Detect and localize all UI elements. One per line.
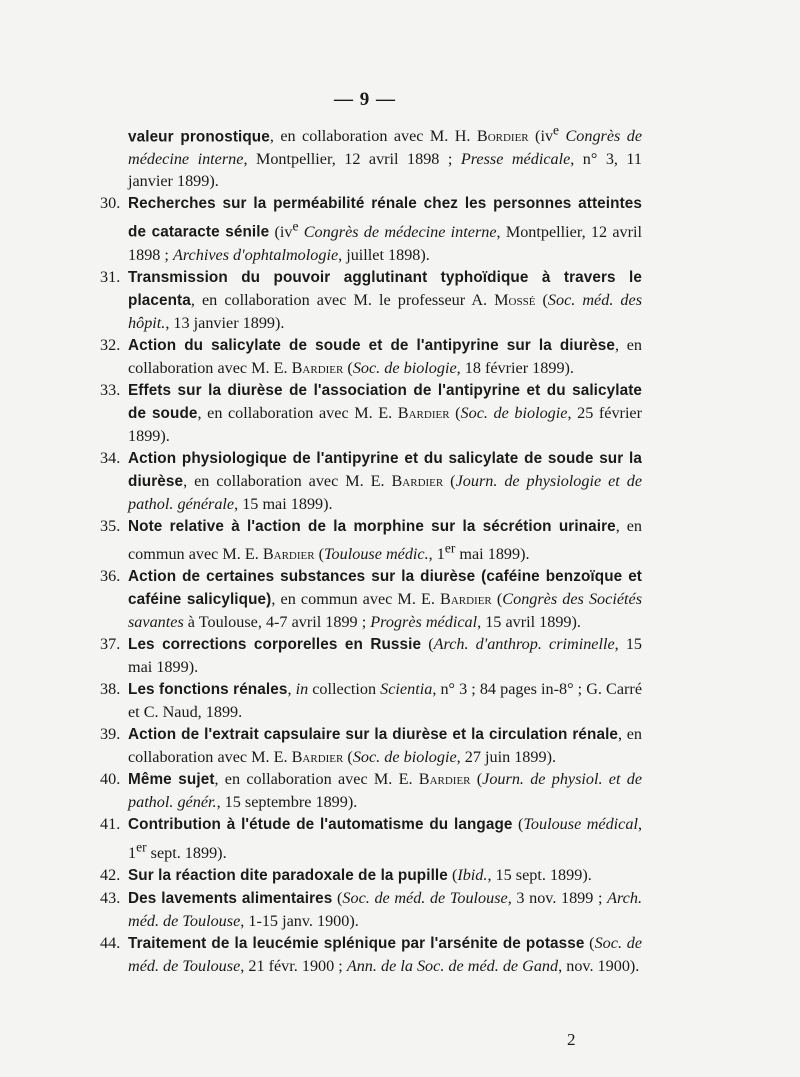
bibliography-entry [102, 678, 642, 723]
bibliography-entry [102, 515, 642, 565]
entry-title: Recherches sur la perméabilité rénale chez les personnes atteintes de cataracte sénile [128, 195, 642, 241]
entry-title: Sur la réaction dite paradoxale de la pupille [128, 866, 448, 884]
entry-number: 36. [100, 567, 121, 586]
page-number: — 9 — [334, 89, 396, 110]
entry-title: Les fonctions rénales [128, 681, 288, 699]
entry-number: 43. [100, 888, 121, 907]
bibliography-entry [102, 768, 642, 813]
entry-number: 40. [100, 770, 121, 789]
entry-number: 30. [100, 194, 121, 213]
entry-citation: (Soc. de méd. de Toulouse, 3 nov. 1899 ; Arch. méd. de Toulouse, 1-15 janv. 1900). [128, 888, 642, 930]
entry-title: Traitement de la leucémie splénique par l'arsénite de potasse [128, 934, 585, 952]
entry-number: 37. [100, 635, 121, 654]
entry-number: 44. [100, 933, 121, 952]
entry-title: Les corrections corporelles en Russie [128, 636, 422, 654]
bibliography-entry [102, 334, 642, 379]
entry-title: Action de certaines substances sur la diurèse (caféine benzoïque et caféine salicylique) [128, 568, 642, 609]
entry-title: Action physiologique de l'antipyrine et du salicylate de soude sur la diurèse [128, 449, 642, 490]
entry-citation: , en commun avec M. E. Bardier (Toulouse médic., 1er mai 1899). [128, 516, 642, 564]
entry-citation: , en collaboration avec M. E. Bardier (Soc. de biologie, 18 février 1899). [128, 335, 642, 377]
entry-citation: ($iv^e$ Congrès de médecine interne, Montpellier, 12 avril 1898 ; Archives d'ophtalmologie, juillet 1898). [128, 218, 642, 264]
entry-citation: (Toulouse médical, 1er sept. 1899). [128, 815, 642, 862]
bibliography-entry [102, 887, 642, 932]
bibliography-entry [102, 813, 642, 863]
entry-number: 42. [100, 865, 121, 884]
entry-citation: , en collaboration avec M. E. Bardier (Journ. de physiol. et de pathol. génér., 15 septembre 1899). [128, 770, 643, 812]
entry-title: Contribution à l'étude de l'automatisme du langage [128, 816, 513, 834]
entry-title: Action du salicylate de soude et de l'antipyrine sur la diurèse [128, 336, 615, 354]
entry-number: 34. [100, 448, 121, 467]
entry-citation: , en collaboration avec M. E. Bardier (Soc. de biologie, 27 juin 1899). [128, 725, 643, 767]
entry-title: Note relative à l'action de la morphine sur la sécrétion urinaire [128, 517, 616, 535]
bibliography-entry [102, 633, 642, 678]
signature-mark: 2 [567, 1030, 576, 1049]
entry-citation: , en collaboration avec M. E. Bardier (Soc. de biologie, 25 février 1899). [128, 403, 643, 445]
bibliography-entry [102, 864, 642, 887]
bibliography-entry [102, 932, 642, 977]
entry-citation: (Ibid., 15 sept. 1899). [447, 865, 592, 884]
entry-citation: , in collection Scientia, n° 3 ; 84 pages in-8° ; G. Carré et C. Naud, 1899. [128, 680, 643, 722]
bibliography-list [102, 120, 642, 977]
bibliography-entry [102, 266, 642, 334]
bibliography-entry [102, 447, 642, 515]
entry-title: Même sujet [128, 771, 215, 789]
entry-citation: , en collaboration avec M. E. Bardier (Journ. de physiologie et de pathol. générale, 15 mai 1899). [128, 471, 642, 513]
entry-number: 38. [100, 680, 121, 699]
entry-number: 33. [100, 380, 121, 399]
entry-citation: (Arch. d'anthrop. criminelle, 15 mai 1899). [128, 635, 643, 677]
entry-title: Transmission du pouvoir agglutinant typhoïdique à travers le placenta [128, 268, 642, 309]
entry-citation: (Soc. de méd. de Toulouse, 21 févr. 1900 ; Ann. de la Soc. de méd. de Gand, nov. 1900). [128, 933, 643, 975]
bibliography-entry [102, 723, 642, 768]
entry-title: Effets sur la diurèse de l'association de l'antipyrine et du salicylate de soude [128, 381, 642, 422]
entry-number: 35. [100, 516, 121, 535]
bibliography-entry [102, 565, 642, 633]
bibliography-entry [102, 192, 642, 265]
entry-number: 31. [100, 267, 121, 286]
bibliography-entry [102, 120, 642, 192]
entry-number: 32. [100, 335, 121, 354]
entry-number: 41. [100, 815, 121, 834]
entry-citation: , en collaboration avec M. H. Bordier ($iv^e$ Congrès de médecine interne, Montpellier, 12 avril 1898 ; Presse médicale, n° 3, 11 janvier 1899). [128, 123, 643, 191]
entry-title: Des lavements alimentaires [128, 889, 333, 907]
entry-title: Action de l'extrait capsulaire sur la diurèse et la circulation rénale [128, 726, 619, 744]
entry-number: 39. [100, 725, 121, 744]
entry-citation: , en commun avec M. E. Bardier (Congrès des Sociétés savantes à Toulouse, 4-7 avril 1899 ; Progrès médical, 15 avril 1899). [128, 590, 642, 632]
entry-citation: , en collaboration avec M. le professeur A. Mossé (Soc. méd. des hôpit., 13 janvier 1899). [128, 290, 643, 332]
bibliography-entry [102, 379, 642, 447]
entry-title: valeur pronostique [128, 128, 270, 146]
